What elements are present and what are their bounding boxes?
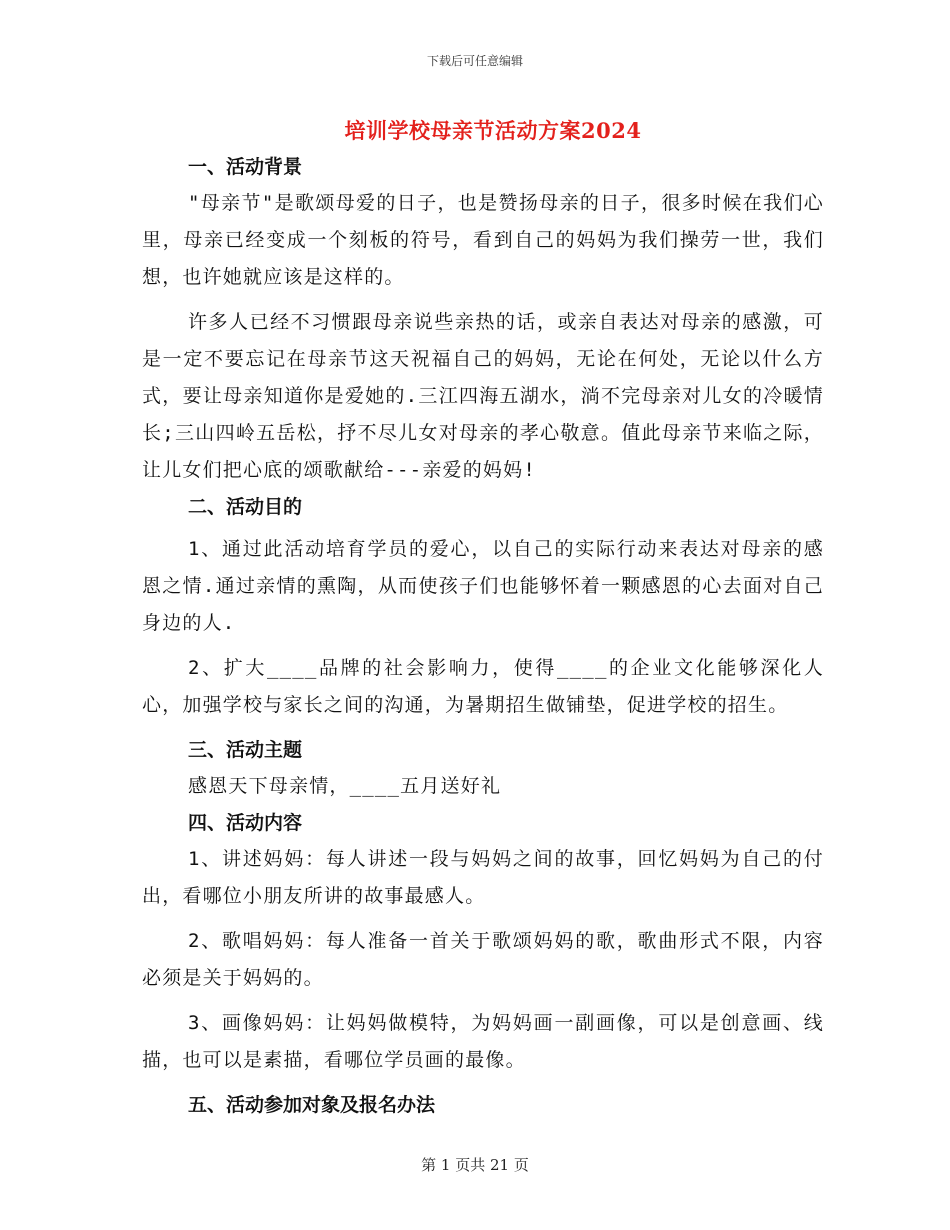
document-body (142, 149, 824, 1123)
page-number-footer: 第 1 页共 21 页 (421, 1156, 529, 1174)
section-heading-participants: 五、活动参加对象及报名办法 (188, 1094, 436, 1116)
section-heading-background: 一、活动背景 (188, 156, 303, 178)
section-heading-purpose: 二、活动目的 (188, 496, 303, 518)
section-heading-content: 四、活动内容 (188, 812, 303, 834)
paragraph-content-2: 2、歌唱妈妈：每人准备一首关于歌颂妈妈的歌，歌曲形式不限，内容必须是关于妈妈的。 (142, 930, 824, 989)
paragraph-content-3: 3、画像妈妈：让妈妈做模特，为妈妈画一副画像，可以是创意画、线描，也可以是素描，看哪位学员画的最像。 (142, 1012, 824, 1071)
header-note: 下载后可任意编辑 (426, 54, 523, 68)
paragraph-background-2: 许多人已经不习惯跟母亲说些亲热的话，或亲自表达对母亲的感激，可是一定不要忘记在母亲节这天祝福自己的妈妈，无论在何处，无论以什么方式，要让母亲知道你是爱她的.三江四海五湖水，淌不完母亲对儿女的冷暖情长;三山四岭五岳松，抒不尽儿女对母亲的孝心敬意。值此母亲节来临之际，让儿女们把心底的颂歌献给---亲爱的妈妈! (142, 311, 824, 481)
document-title: 培训学校母亲节活动方案2024 (344, 118, 642, 143)
section-heading-theme: 三、活动主题 (188, 739, 303, 761)
paragraph-theme: 感恩天下母亲情，____五月送好礼 (188, 775, 502, 797)
paragraph-purpose-1: 1、通过此活动培育学员的爱心，以自己的实际行动来表达对母亲的感恩之情.通过亲情的熏陶，从而使孩子们也能够怀着一颗感恩的心去面对自己身边的人. (142, 538, 824, 634)
paragraph-purpose-2: 2、扩大____品牌的社会影响力，使得____的企业文化能够深化人心，加强学校与家长之间的沟通，为暑期招生做铺垫，促进学校的招生。 (142, 657, 824, 716)
paragraph-content-1: 1、讲述妈妈：每人讲述一段与妈妈之间的故事，回忆妈妈为自己的付出，看哪位小朋友所讲的故事最感人。 (142, 848, 824, 907)
paragraph-background-1: "母亲节"是歌颂母爱的日子，也是赞扬母亲的日子，很多时候在我们心里，母亲已经变成一个刻板的符号，看到自己的妈妈为我们操劳一世，我们想，也许她就应该是这样的。 (142, 192, 824, 288)
